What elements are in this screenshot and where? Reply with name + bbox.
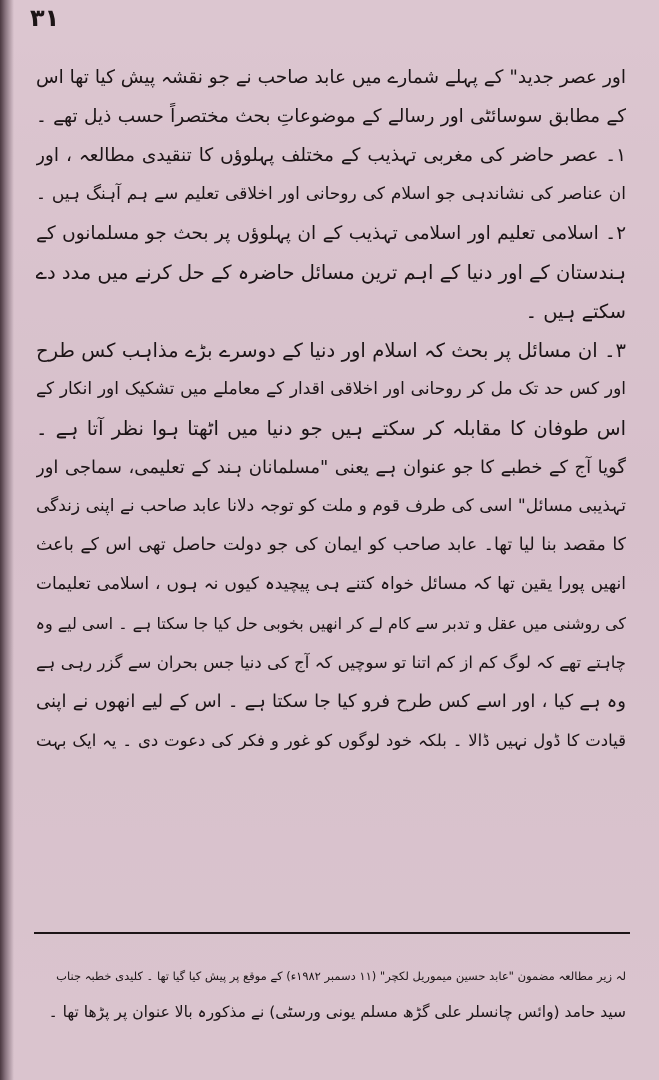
text-line: کی روشنی میں عقل و تدبر سے کام لے کر انھیں بخوبی حل کیا جا سکتا ہے ۔ اسی لیے وہ <box>36 614 626 633</box>
page-number: ۳۱ <box>30 4 60 32</box>
body-text <box>36 58 626 760</box>
text-line: تہذیبی مسائل" اسی کی طرف قوم و ملت کو توجہ دلانا عابد صاحب نے اپنی زندگی <box>36 496 626 516</box>
text-line: گویا آج کے خطبے کا جو عنوان ہے یعنی "مسلمانان ہند کے تعلیمی، سماجی اور <box>36 457 626 478</box>
text-line: انھیں پورا یقین تھا کہ مسائل خواہ کتنے ہی پیچیدہ کیوں نہ ہوں ، اسلامی تعلیمات <box>36 574 626 594</box>
text-line: اور عصر جدید" کے پہلے شمارے میں عابد صاحب نے جو نقشہ پیش کیا تھا اس <box>36 67 626 88</box>
text-line: اور کس حد تک مل کر روحانی اور اخلاقی اقدار کے معاملے میں تشکیک اور انکار کے <box>36 379 626 399</box>
footnote-line: لہ زیر مطالعہ مضمون "عابد حسین میموریل لکچر" (۱۱ دسمبر ۱۹۸۲ء) کے موقع پر پیش کیا گیا تھا ۔ کلیدی خطبہ جناب <box>56 969 626 983</box>
text-line: ۲۔ اسلامی تعلیم اور اسلامی تہذیب کے ان پہلوؤں پر بحث جو مسلمانوں کے <box>36 223 626 244</box>
text-line: ان عناصر کی نشاندہی جو اسلام کی روحانی اور اخلاقی تعلیم سے ہم آہنگ ہیں ۔ <box>36 184 626 204</box>
footnotes <box>36 958 626 1030</box>
page-binding-shadow <box>0 0 14 1080</box>
text-line: ہندستان کے اور دنیا کے اہم ترین مسائل حاضرہ کے حل کرنے میں مدد دے <box>36 261 626 284</box>
text-line: اس طوفان کا مقابلہ کر سکتے ہیں جو دنیا میں اٹھتا ہوا نظر آتا ہے ۔ <box>36 417 626 440</box>
footnote-divider <box>34 932 630 934</box>
text-line: سکتے ہیں ۔ <box>525 300 626 323</box>
text-line: چاہتے تھے کہ لوگ کم از کم اتنا تو سوچیں کہ آج کی دنیا جس بحران سے گزر رہی ہے <box>36 653 626 672</box>
text-line: ۳۔ ان مسائل پر بحث کہ اسلام اور دنیا کے دوسرے بڑے مذاہب کس طرح <box>36 339 626 362</box>
text-line: کا مقصد بنا لیا تھا۔ عابد صاحب کو ایمان کی جو دولت حاصل تھی اس کے باعث <box>36 535 626 555</box>
text-line: وہ ہے کیا ، اور اسے کس طرح فرو کیا جا سکتا ہے ۔ اس کے لیے انھوں نے اپنی <box>36 691 626 712</box>
text-line: کے مطابق سوسائٹی اور رسالے کے موضوعاتِ بحث مختصراً حسب ذیل تھے ۔ <box>36 106 626 127</box>
text-line: قیادت کا ڈول نہیں ڈالا ۔ بلکہ خود لوگوں کو غور و فکر کی دعوت دی ۔ یہ ایک بہت <box>36 731 626 750</box>
footnote-line: سید حامد (وائس چانسلر علی گڑھ مسلم یونی ورسٹی) نے مذکورہ بالا عنوان پر پڑھا تھا ۔ <box>48 1003 626 1021</box>
text-line: ۱۔ عصر حاضر کی مغربی تہذیب کے مختلف پہلوؤں کا تنقیدی مطالعہ ، اور <box>36 145 626 166</box>
